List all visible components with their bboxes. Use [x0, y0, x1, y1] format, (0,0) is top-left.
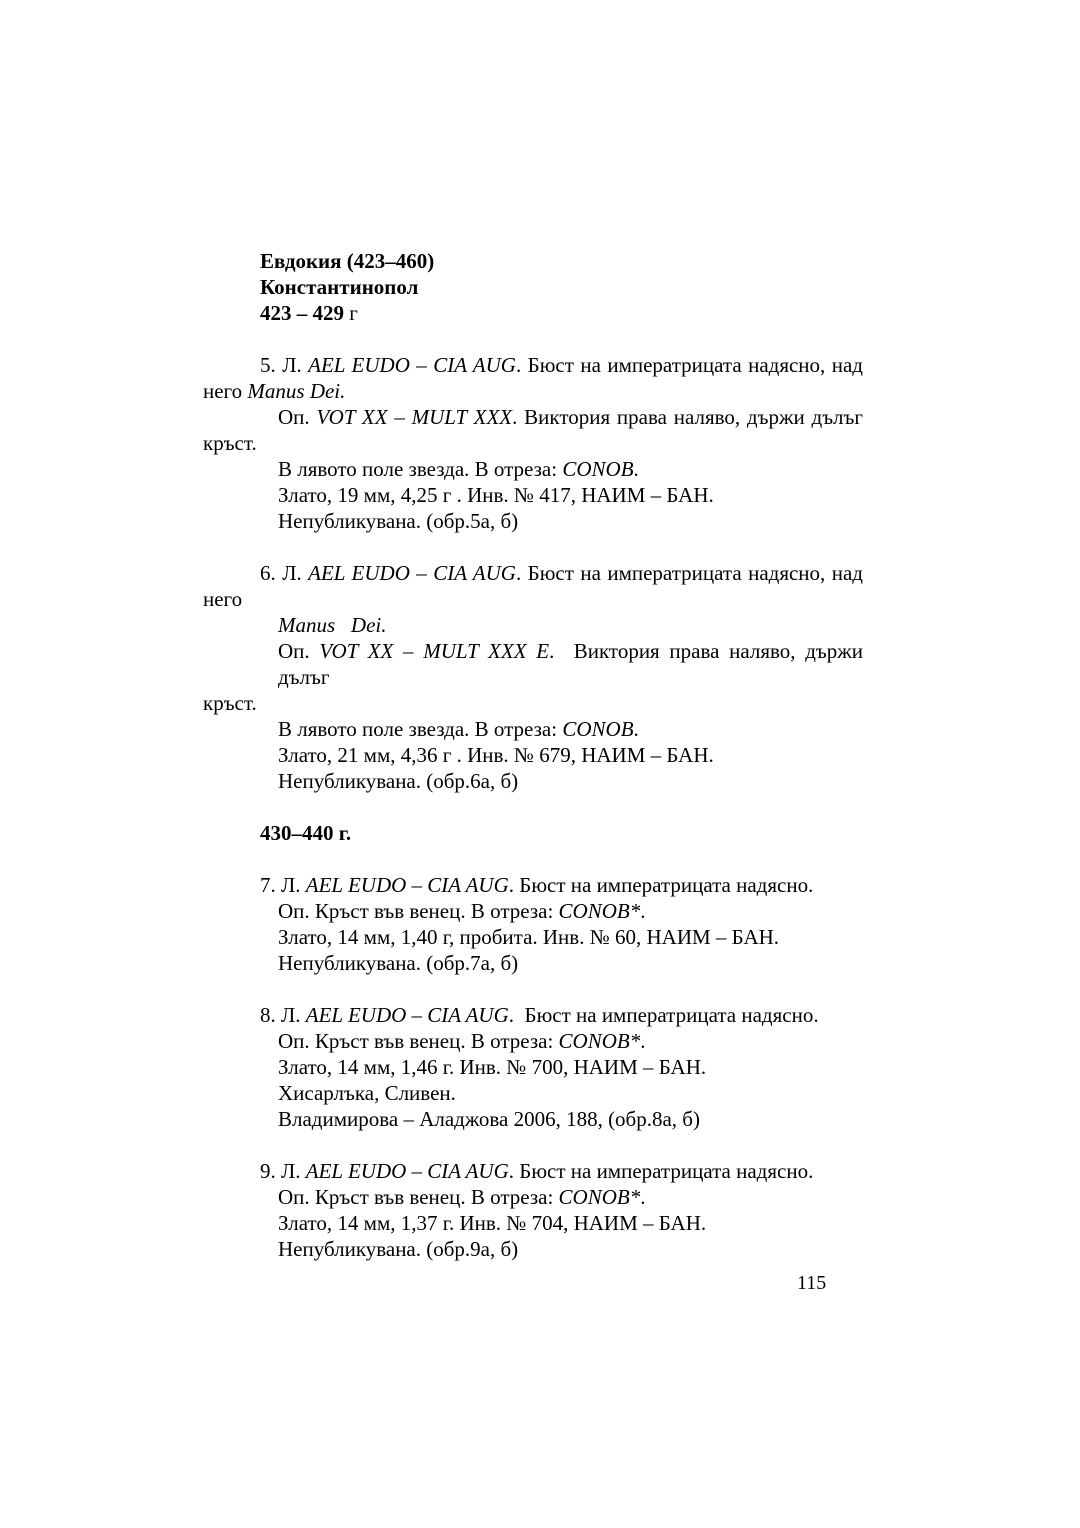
reverse-line — [203, 1184, 863, 1210]
mintmark-latin: CONOB* — [558, 899, 641, 923]
page-number: 115 — [797, 1272, 827, 1294]
entry-number: 7. Л. — [260, 873, 306, 897]
entry-group-header — [203, 248, 863, 326]
reverse-description: Оп. Кръст във венец. В отреза: — [278, 1029, 559, 1053]
mintmark-latin: CONOB — [562, 717, 634, 741]
obverse-line — [203, 1002, 863, 1028]
publication-line: Непубликувана. (обр.5а, б) — [278, 509, 519, 533]
obverse-legend-latin: AEL EUDO – CIA AUG — [308, 561, 516, 585]
period-heading — [203, 300, 863, 326]
reverse-line — [203, 404, 863, 430]
section-period-heading: 430–440 г. — [260, 821, 352, 845]
obverse-description: . Бюст на императрицата надясно. — [508, 873, 814, 897]
metrics-line: Злато, 21 мм, 4,36 г . Инв. № 679, НАИМ – БАН. — [278, 743, 714, 767]
obverse-description: . Бюст на императрицата надясно. — [508, 1003, 819, 1027]
field-mintmark-line — [203, 456, 863, 482]
provenance-line: Хисарлъка, Сливен. — [278, 1081, 456, 1105]
reverse-legend-latin: VOT XX – MULT XXX — [316, 405, 513, 429]
publication-line: Владимирова – Аладжова 2006, 188, (обр.8а, б) — [278, 1107, 700, 1131]
catalog-entry-8 — [203, 1002, 863, 1132]
obverse-description: . Бюст на императрицата надясно. — [508, 1159, 814, 1183]
obverse-line — [203, 1158, 863, 1184]
obverse-line — [203, 872, 863, 898]
reverse-legend-latin: VOT XX – MULT XXX E — [319, 639, 550, 663]
reverse-description: . Виктория права наляво, държи дълъг — [512, 405, 864, 429]
reverse-line — [203, 638, 863, 690]
manus-dei-latin: Manus Dei. — [247, 379, 346, 403]
mintmark-period: . — [633, 457, 639, 481]
publication-line: Непубликувана. (обр.9а, б) — [278, 1237, 519, 1261]
reverse-description: Оп. Кръст във венец. В отреза: — [278, 1185, 559, 1209]
obverse-continuation: него — [203, 587, 243, 611]
field-description: В лявото поле звезда. В отреза: — [278, 457, 563, 481]
entry-number: 5. Л. — [260, 353, 309, 377]
manus-dei-line: Manus Dei. — [278, 613, 387, 637]
section-heading-block — [203, 820, 863, 846]
entry-number: 9. Л. — [260, 1159, 306, 1183]
entry-number: 6. Л. — [260, 561, 309, 585]
mintmark-period: . — [640, 1185, 646, 1209]
reverse-description: . Виктория права наляво, държи дълъг — [278, 639, 863, 689]
empress-heading: Евдокия (423–460) — [260, 249, 435, 273]
metrics-line: Злато, 14 мм, 1,37 г. Инв. № 704, НАИМ – БАН. — [278, 1211, 707, 1235]
mintmark-latin: CONOB* — [558, 1029, 641, 1053]
field-mintmark-line — [203, 716, 863, 742]
catalog-entry-5 — [203, 352, 863, 534]
reverse-line — [203, 898, 863, 924]
obverse-line — [203, 352, 863, 378]
continuation-word: него — [203, 379, 248, 403]
mintmark-period: . — [633, 717, 639, 741]
obverse-line — [203, 560, 863, 586]
reverse-continuation: кръст. — [203, 691, 257, 715]
obverse-legend-latin: AEL EUDO – CIA AUG — [305, 1159, 509, 1183]
obverse-description: . Бюст на императрицата надясно, над — [515, 561, 863, 585]
period-years: 423 – 429 — [260, 301, 344, 325]
reverse-label: Оп. — [278, 405, 317, 429]
field-description: В лявото поле звезда. В отреза: — [278, 717, 563, 741]
metrics-line: Злато, 14 мм, 1,46 г. Инв. № 700, НАИМ – БАН. — [278, 1055, 707, 1079]
mintmark-period: . — [640, 899, 646, 923]
metrics-line: Злато, 14 мм, 1,40 г, пробита. Инв. № 60, НАИМ – БАН. — [278, 925, 780, 949]
publication-line: Непубликувана. (обр.6а, б) — [278, 769, 519, 793]
reverse-line — [203, 1028, 863, 1054]
obverse-legend-latin: AEL EUDO – CIA AUG — [305, 1003, 509, 1027]
catalog-entry-7 — [203, 872, 863, 976]
obverse-legend-latin: AEL EUDO – CIA AUG — [308, 353, 516, 377]
metrics-line: Злато, 19 мм, 4,25 г . Инв. № 417, НАИМ – БАН. — [278, 483, 714, 507]
reverse-description: Оп. Кръст във венец. В отреза: — [278, 899, 559, 923]
obverse-legend-latin: AEL EUDO – CIA AUG — [305, 873, 509, 897]
obverse-description: . Бюст на императрицата надясно, над — [515, 353, 863, 377]
mintmark-latin: CONOB* — [558, 1185, 641, 1209]
obverse-continuation — [203, 378, 863, 404]
entry-number: 8. Л. — [260, 1003, 306, 1027]
period-unit: г — [344, 301, 358, 325]
reverse-label: Оп. — [278, 639, 320, 663]
publication-line: Непубликувана. (обр.7а, б) — [278, 951, 519, 975]
reverse-continuation: кръст. — [203, 431, 257, 455]
catalog-entry-6 — [203, 560, 863, 794]
mintmark-latin: CONOB — [562, 457, 634, 481]
mint-heading: Константинопол — [260, 275, 419, 299]
catalog-entry-9 — [203, 1158, 863, 1262]
mintmark-period: . — [640, 1029, 646, 1053]
text-block — [203, 248, 863, 1288]
